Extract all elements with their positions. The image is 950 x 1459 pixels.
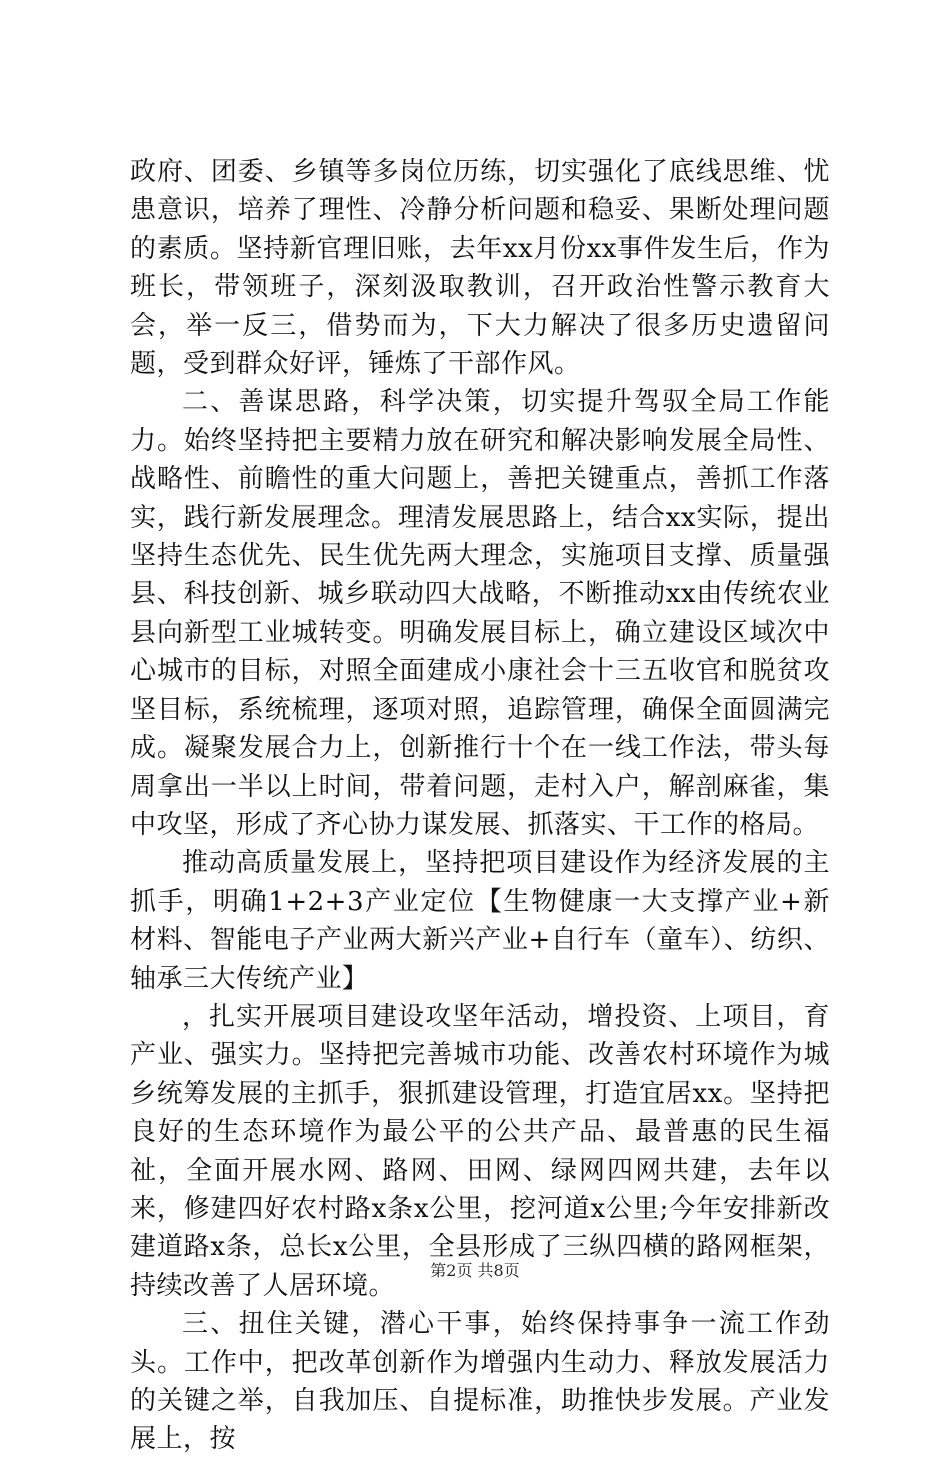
paragraph-2: 二、善谋思路，科学决策，切实提升驾驭全局工作能力。始终坚持把主要精力放在研究和解决影响发展全局性、战略性、前瞻性的重大问题上，善把关键重点，善抓工作落实，践行新发展理念。理清发展思路上，结合xx实际，提出坚持生态优先、民生优先两大理念，实施项目支撑、质量强县、科技创新、城乡联动四大战略，不断推动xx由传统农业县向新型工业城转变。明确发展目标上，确立建设区域次中心城市的目标，对照全面建成小康社会十三五收官和脱贫攻坚目标，系统梳理，逐项对照，追踪管理，确保全面圆满完成。凝聚发展合力上，创新推行十个在一线工作法，带头每周拿出一半以上时间，带着问题，走村入户，解剖麻雀，集中攻坚，形成了齐心协力谋发展、抓落实、干工作的格局。 (130, 387, 830, 840)
page-number-footer: 第2页 共8页 (430, 1261, 520, 1280)
paragraph-5: 三、扭住关键，潜心干事，始终保持事争一流工作劲头。工作中，把改革创新作为增强内生动力、释放发展活力的关键之举，自我加压、自提标准，助推快步发展。产业发展上，按 (130, 1309, 830, 1455)
paragraph-4: ，扎实开展项目建设攻坚年活动，增投资、上项目，育产业、强实力。坚持把完善城市功能、改善农村环境作为城乡统筹发展的主抓手，狠抓建设管理，打造宜居xx。坚持把良好的生态环境作为最公平的公共产品、最普惠的民生福祉，全面开展水网、路网、田网、绿网四网共建，去年以来，修建四好农村路x条x公里，挖河道x公里;今年安排新改建道路x条，总长x公里，全县形成了三纵四横的路网框架，持续改善了人居环境。 (130, 1001, 830, 1301)
paragraph-1: 政府、团委、乡镇等多岗位历练，切实强化了底线思维、忧患意识，培养了理性、冷静分析问题和稳妥、果断处理问题的素质。坚持新官理旧账，去年xx月份xx事件发生后，作为班长，带领班子，深刻汲取教训，召开政治性警示教育大会，举一反三，借势而为，下大力解决了很多历史遗留问题，受到群众好评，锤炼了干部作风。 (130, 157, 830, 380)
paragraph-3: 推动高质量发展上，坚持把项目建设作为经济发展的主抓手，明确1+2+3产业定位【生物健康一大支撑产业+新材料、智能电子产业两大新兴产业+自行车（童车）、纺织、轴承三大传统产业】 (130, 848, 830, 994)
